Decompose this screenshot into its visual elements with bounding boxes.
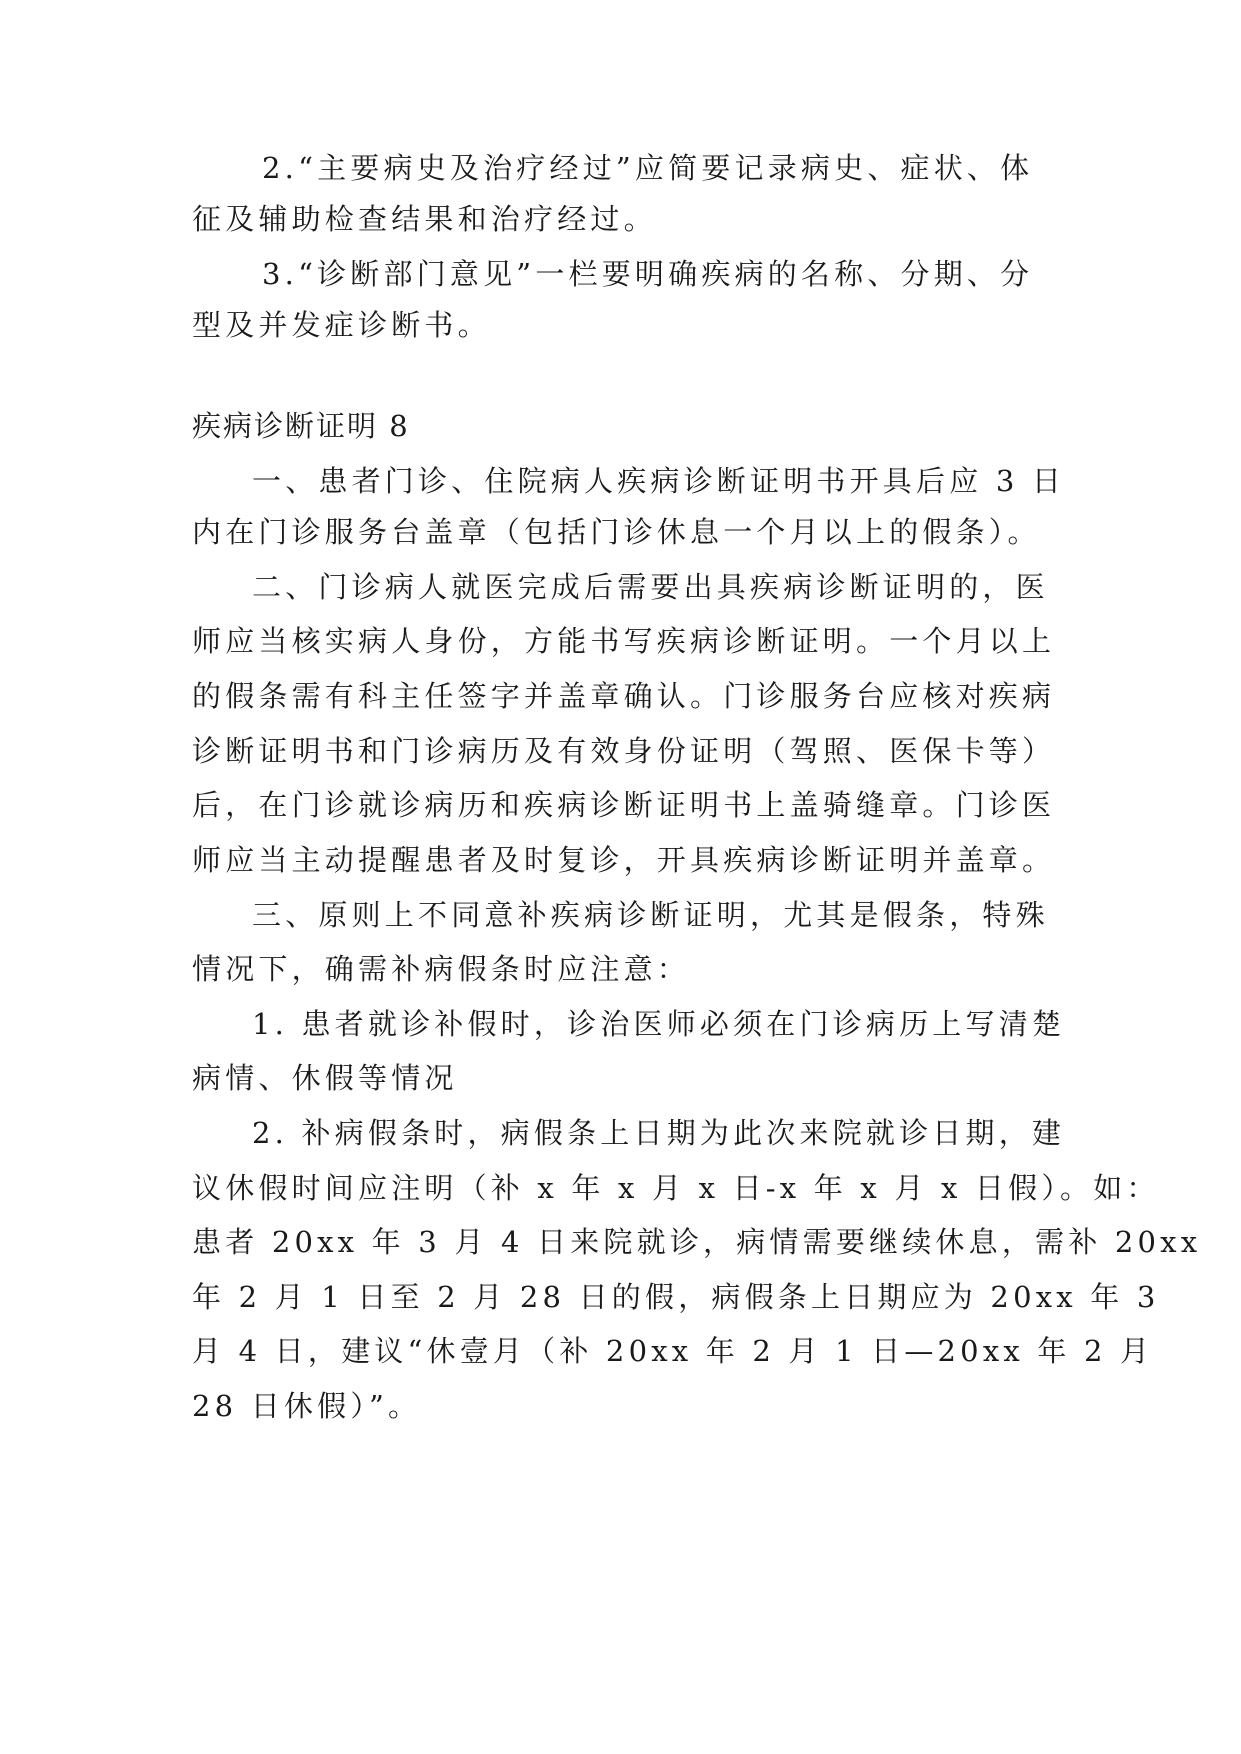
paragraph-line: 28 日休假）”。: [192, 1389, 422, 1423]
paragraph-line: 议休假时间应注明（补 x 年 x 月 x 日-x 年 x 月 x 日假）。如：: [192, 1171, 1160, 1205]
paragraph-line: 1. 患者就诊补假时，诊治医师必须在门诊病历上写清楚: [252, 1007, 1066, 1041]
paragraph-line: 3.“诊断部门意见”一栏要明确疾病的名称、分期、分: [262, 257, 1034, 291]
paragraph-line: 病情、休假等情况: [192, 1061, 458, 1095]
paragraph-line: 二、门诊病人就医完成后需要出具疾病诊断证明的，医: [252, 570, 1049, 604]
paragraph-line: 一、患者门诊、住院病人疾病诊断证明书开具后应 3 日: [252, 464, 1066, 498]
paragraph-line: 师应当核实病人身份，方能书写疾病诊断证明。一个月以上: [192, 624, 1056, 658]
paragraph-line: 的假条需有科主任签字并盖章确认。门诊服务台应核对疾病: [192, 679, 1056, 713]
paragraph-line: 年 2 月 1 日至 2 月 28 日的假，病假条上日期应为 20xx 年 3: [192, 1280, 1160, 1314]
paragraph-line: 情况下，确需补病假条时应注意：: [192, 952, 691, 986]
paragraph-line: 征及辅助检查结果和治疗经过。: [192, 202, 657, 236]
paragraph-line: 月 4 日，建议“休壹月（补 20xx 年 2 月 1 日—20xx 年 2 月: [192, 1334, 1154, 1368]
paragraph-line: 2.“主要病史及治疗经过”应简要记录病史、症状、体: [262, 151, 1034, 185]
paragraph-line: 内在门诊服务台盖章（包括门诊休息一个月以上的假条）。: [192, 515, 1041, 549]
paragraph-line: 诊断证明书和门诊病历及有效身份证明（驾照、医保卡等）: [192, 734, 1056, 768]
paragraph-line: 三、原则上不同意补疾病诊断证明，尤其是假条，特殊: [252, 898, 1049, 932]
paragraph-line: 患者 20xx 年 3 月 4 日来院就诊，病情需要继续休息，需补 20xx: [192, 1225, 1202, 1259]
paragraph-line: 型及并发症诊断书。: [192, 308, 491, 342]
paragraph-line: 后，在门诊就诊病历和疾病诊断证明书上盖骑缝章。门诊医: [192, 788, 1056, 822]
paragraph-line: 师应当主动提醒患者及时复诊，开具疾病诊断证明并盖章。: [192, 843, 1056, 877]
section-title: 疾病诊断证明 8: [192, 409, 410, 443]
paragraph-line: 2. 补病假条时，病假条上日期为此次来院就诊日期，建: [252, 1116, 1066, 1150]
